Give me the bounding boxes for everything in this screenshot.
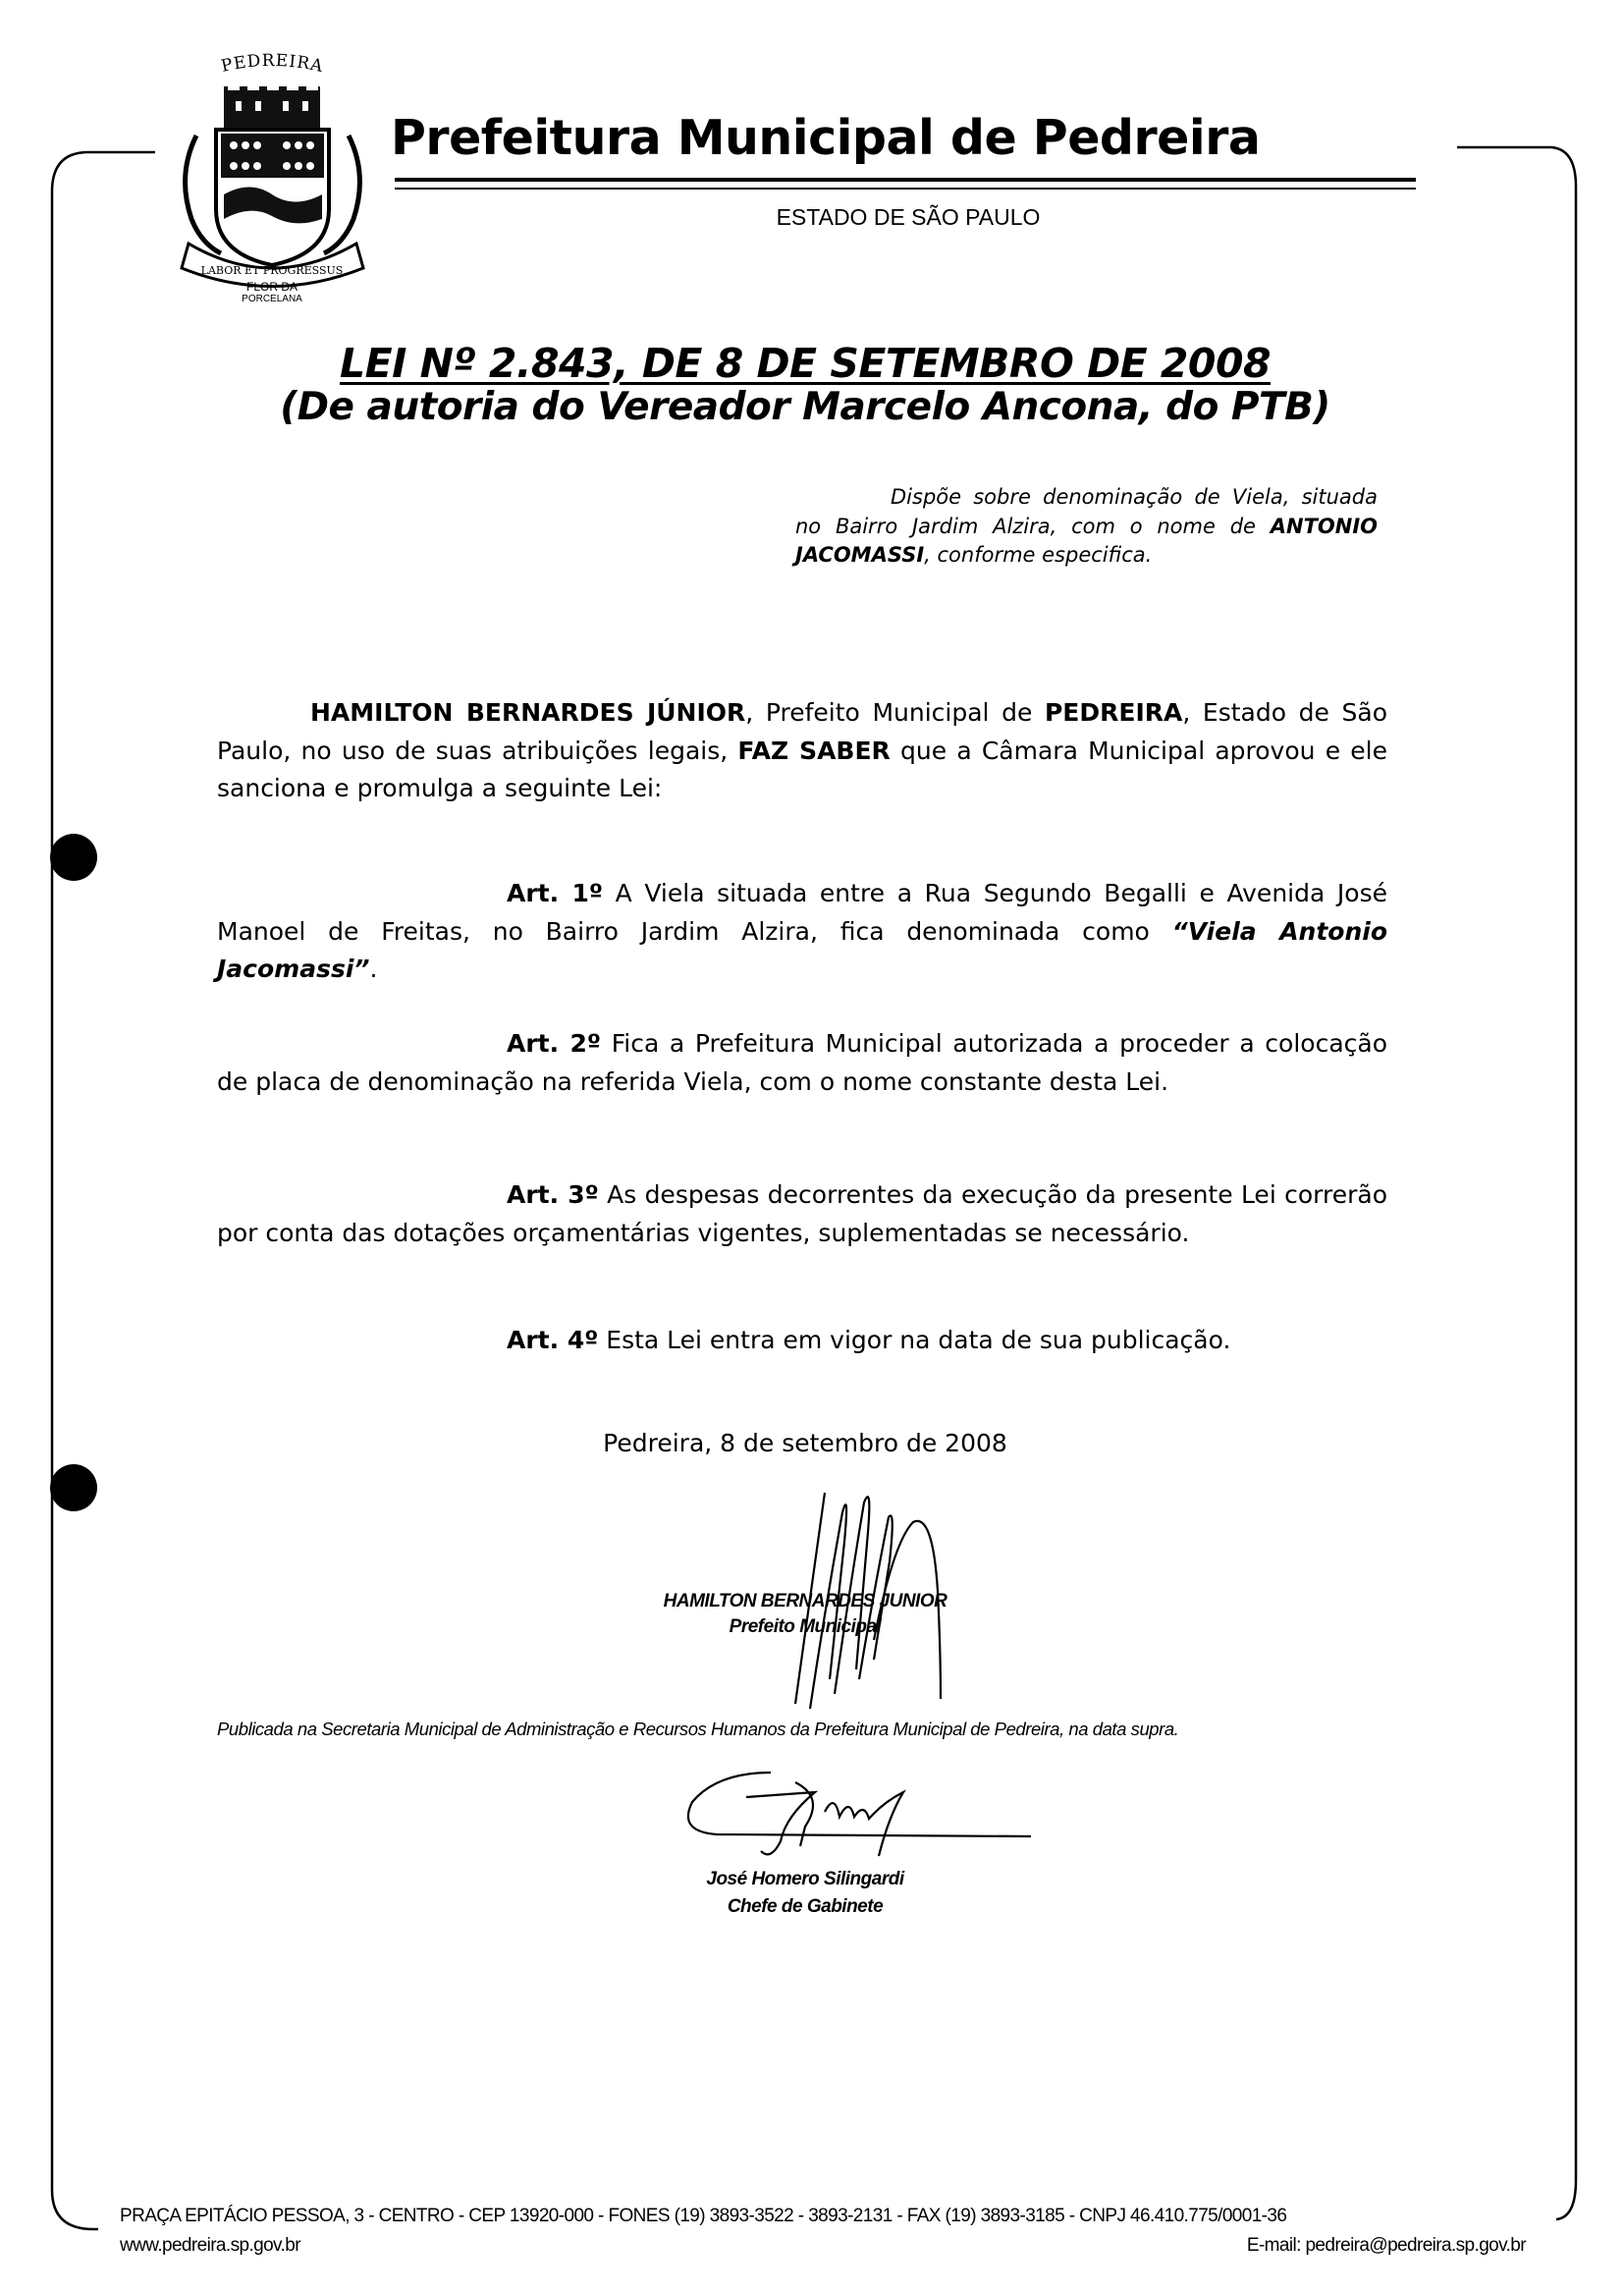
article-label: Art. 2º bbox=[507, 1029, 602, 1058]
article-text-end: . bbox=[369, 955, 378, 983]
ementa-text-end: , conforme especifica. bbox=[924, 543, 1153, 567]
title-underline bbox=[395, 178, 1416, 182]
footer-website[interactable]: www.pedreira.sp.gov.br bbox=[120, 2235, 300, 2256]
city-name: PEDREIRA bbox=[1044, 698, 1183, 727]
article-text: A Viela situada entre a Rua Segundo Begalli e Avenida José Manoel de Freitas, no Bairro Jardim Alzira, fica denominada como bbox=[217, 879, 1388, 946]
mayor-name: HAMILTON BERNARDES JÚNIOR bbox=[310, 698, 746, 727]
article-label: Art. 1º bbox=[507, 879, 604, 907]
header-subtitle: ESTADO DE SÃO PAULO bbox=[776, 204, 1041, 230]
signatory-1-role: Prefeito Municipal bbox=[729, 1616, 882, 1637]
punch-hole bbox=[50, 1464, 97, 1511]
svg-text:PORCELANA: PORCELANA bbox=[242, 294, 302, 302]
law-title: LEI Nº 2.843, DE 8 DE SETEMBRO DE 2008 bbox=[339, 340, 1272, 387]
coat-of-arms-logo bbox=[167, 47, 378, 302]
article-label: Art. 3º bbox=[507, 1180, 599, 1209]
ementa-text: Dispõe sobre denominação de Viela, situada no Bairro Jardim Alzira, com o nome de bbox=[795, 485, 1378, 538]
ementa bbox=[795, 483, 1378, 571]
footer-email[interactable]: E-mail: pedreira@pedreira.sp.gov.br bbox=[1246, 2235, 1526, 2256]
title-underline-thin bbox=[395, 188, 1416, 190]
signatory-1-name: HAMILTON BERNARDES JUNIOR bbox=[663, 1591, 947, 1611]
chief-signature bbox=[677, 1758, 1051, 1866]
footer-address: PRAÇA EPITÁCIO PESSOA, 3 - CENTRO - CEP 13920-000 - FONES (19) 3893-3522 - 3893-2131 - FAX (19) 3893-3185 - CNPJ 46.410.775/0001-36 bbox=[120, 2206, 1287, 2226]
viela-name: “Viela Antonio Jacomassi” bbox=[217, 916, 1388, 983]
law-authorship: (De autoria do Vereador Marcelo Ancona, do PTB) bbox=[280, 385, 1330, 429]
article-label: Art. 4º bbox=[507, 1326, 599, 1354]
article-2 bbox=[217, 1025, 1387, 1101]
article-text: Esta Lei entra em vigor na data de sua publicação. bbox=[598, 1326, 1231, 1354]
svg-text:PEDREIRA: PEDREIRA bbox=[219, 50, 326, 78]
publication-note: Publicada na Secretaria Municipal de Administração e Recursos Humanos da Prefeitura Municipal de Pedreira, na data supra. bbox=[217, 1719, 1179, 1739]
article-text: As despesas decorrentes da execução da presente Lei correrão por conta das dotações orçamentárias vigentes, suplementadas se necessário. bbox=[217, 1180, 1387, 1247]
article-4 bbox=[217, 1320, 1387, 1361]
intro-text: , Prefeito Municipal de bbox=[745, 698, 1045, 727]
intro-paragraph bbox=[217, 694, 1387, 808]
signatory-2-role: Chefe de Gabinete bbox=[727, 1896, 884, 1917]
article-1 bbox=[217, 875, 1387, 989]
logo-motto: LABOR ET PROGRESSUS bbox=[200, 264, 344, 277]
punch-hole bbox=[50, 834, 97, 881]
date-line: Pedreira, 8 de setembro de 2008 bbox=[603, 1429, 1007, 1457]
faz-saber: FAZ SABER bbox=[737, 736, 891, 765]
header-title: Prefeitura Municipal de Pedreira bbox=[391, 110, 1261, 166]
article-3 bbox=[217, 1176, 1387, 1252]
svg-text:FLOR DA: FLOR DA bbox=[245, 280, 298, 294]
signatory-2-name: José Homero Silingardi bbox=[706, 1869, 904, 1889]
ementa-name: ANTONIO JACOMASSI bbox=[795, 514, 1378, 567]
intro-text: que a Câmara Municipal aprovou e ele sanciona e promulga a seguinte Lei: bbox=[217, 736, 1387, 802]
intro-text: , Estado de São Paulo, no uso de suas atribuições legais, bbox=[217, 698, 1387, 765]
article-text: Fica a Prefeitura Municipal autorizada a proceder a colocação de placa de denominação na referida Viela, com o nome constante desta Lei. bbox=[217, 1029, 1388, 1096]
